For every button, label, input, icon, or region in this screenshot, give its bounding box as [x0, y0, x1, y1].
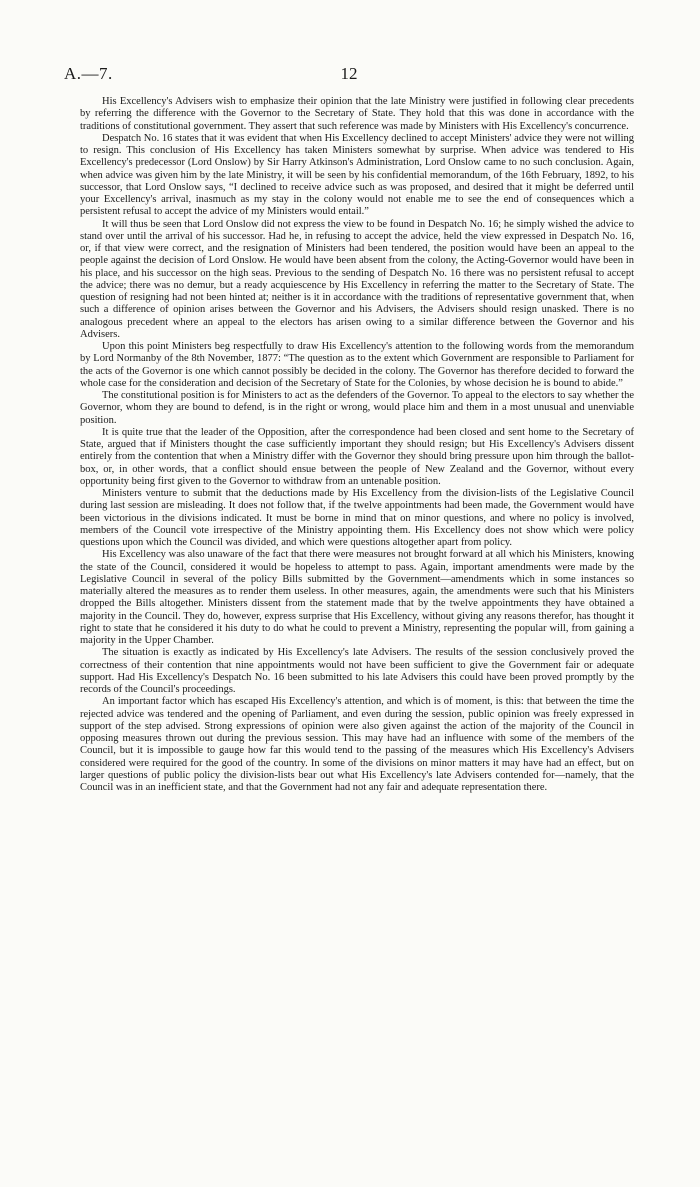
paragraph: Ministers venture to submit that the deductions made by His Excellency from the division-lists of the Legislative Council during last session are misleading. It does not follow that, if the twelve appointments had been made, the Government would have been victorious in the divisions indicated. It must be borne in mind that on minor questions, and where no policy is involved, members of the Council vote irrespective of the Ministry appointing them. His Excellency does not show which were policy questions upon which the Council was divided, and which were questions altogether apart from policy.: [80, 488, 634, 548]
page-number: 12: [340, 64, 358, 83]
paragraph: An important factor which has escaped His Excellency's attention, and which is of moment, is this: that between the time the rejected advice was tendered and the opening of Parliament, and even during the session, public opinion was freely expressed in support of the step advised. Strong expressions of opinion were also given against the action of the majority of the Council in opposing measures thrown out during the previous session. This may have had an influence with some of the members of the Council, but it is impossible to gauge how far this would tend to the passing of the measures which His Excellency's Advisers considered were required for the good of the country. In some of the divisions on minor matters it may have had an effect, but on larger questions of public policy the division-lists bear out what His Excellency's late Advisers contended for—namely, that the Council was in an inefficient state, and that the Government had not any fair and adequate representation there.: [80, 696, 634, 793]
page-header: [64, 64, 634, 84]
paragraph: Upon this point Ministers beg respectfully to draw His Excellency's attention to the following words from the memorandum by Lord Normanby of the 8th November, 1877: “The question as to the extent which Government are responsible to Parliament for the acts of the Governor is one which cannot possibly be decided in the colony. The Governor has therefore decided to forward the whole case for the consideration and decision of the Secretary of State for the Colonies, by whose decision he is bound to abide.”: [80, 341, 634, 389]
document-body: [80, 96, 634, 794]
paragraph: It will thus be seen that Lord Onslow did not express the view to be found in Despatch No. 16; he simply wished the advice to stand over until the arrival of his successor. Had he, in refusing to accept the advice, held the view expressed in Despatch No. 16, or, if that view were correct, and the resignation of Ministers had been tendered, the position would have been an appeal to the people against the decision of Lord Onslow. He would have been absent from the colony, the Acting-Governor would have been in his place, and his successor on the high seas. Previous to the sending of Despatch No. 16 there was no persistent refusal to accept the advice; there was no demur, but a ready acquiescence by His Excellency in referring the matter to the Secretary of State. The question of resigning had not been hinted at; neither is it in accordance with the traditions of representative government that, when such a difference of opinion arises between the Governor and his Advisers, the Advisers should resign unasked. There is no analogous precedent where an appeal to the electors has arisen owing to a similar difference between the Governor and his Advisers.: [80, 218, 634, 340]
paragraph: It is quite true that the leader of the Opposition, after the correspondence had been closed and sent home to the Secretary of State, argued that if Ministers thought the case sufficiently important they should resign; but His Excellency's Advisers dissent entirely from the contention that when a Ministry differ with the Governor they should bring pressure upon him through the ballot-box, or, in other words, that a conflict should ensue between the people of New Zealand and the Governor, without every opportunity being first given to the Governor to withdraw from an untenable position.: [80, 426, 634, 487]
paragraph: The constitutional position is for Ministers to act as the defenders of the Governor. To appeal to the electors to say whether the Governor, whom they are bound to defend, is in the right or wrong, would place him and them in a most unusual and unenviable position.: [80, 390, 634, 426]
paragraph: His Excellency was also unaware of the fact that there were measures not brought forward at all which his Ministers, knowing the state of the Council, considered it would be hopeless to attempt to pass. Again, important amendments were made by the Legislative Council in several of the policy Bills submitted by the Government—amendments which in some instances so materially altered the measures as to render them useless. In other measures, again, the amendments were such that his Ministers dropped the Bills altogether. Ministers dissent from the statement made that by the twelve appointments they have obtained a majority in the Council. They do, however, express surprise that His Excellency, without giving any reasons therefor, has thought it right to state that he considered it his duty to do what he could to prevent a Ministry, representing the popular will, from gaining a majority in the Upper Chamber.: [80, 549, 634, 646]
document-reference: A.—7.: [64, 64, 113, 83]
paragraph: The situation is exactly as indicated by His Excellency's late Advisers. The results of the session conclusively proved the correctness of their contention that nine appointments would not have been sufficient to give the Government fair or adequate support. Had His Excellency's Despatch No. 16 been submitted to his late Advisers this could have been proved promptly by the records of the Council's proceedings.: [80, 647, 634, 695]
paragraph: His Excellency's Advisers wish to emphasize their opinion that the late Ministry were justified in following clear precedents by referring the difference with the Governor to the Secretary of State. They hold that this was done in accordance with the traditions of constitutional government. They assert that such reference was made by Ministers with His Excellency's concurrence.: [80, 96, 634, 132]
paragraph: Despatch No. 16 states that it was evident that when His Excellency declined to accept Ministers' advice they were not willing to resign. This conclusion of His Excellency has taken Ministers somewhat by surprise. When advice was tendered to His Excellency's predecessor (Lord Onslow) by Sir Harry Atkinson's Administration, Lord Onslow came to no such conclusion. Again, when advice was given him by the late Ministry, it will be seen by his confidential memorandum, of the 16th February, 1892, to his successor, that Lord Onslow says, “I declined to receive advice such as was proposed, and desired that it might be deferred until your Excellency's arrival, inasmuch as my stay in the colony would not enable me to see the end of consequences which a persistent refusal to accept the advice of my Ministers would entail.”: [80, 132, 634, 218]
